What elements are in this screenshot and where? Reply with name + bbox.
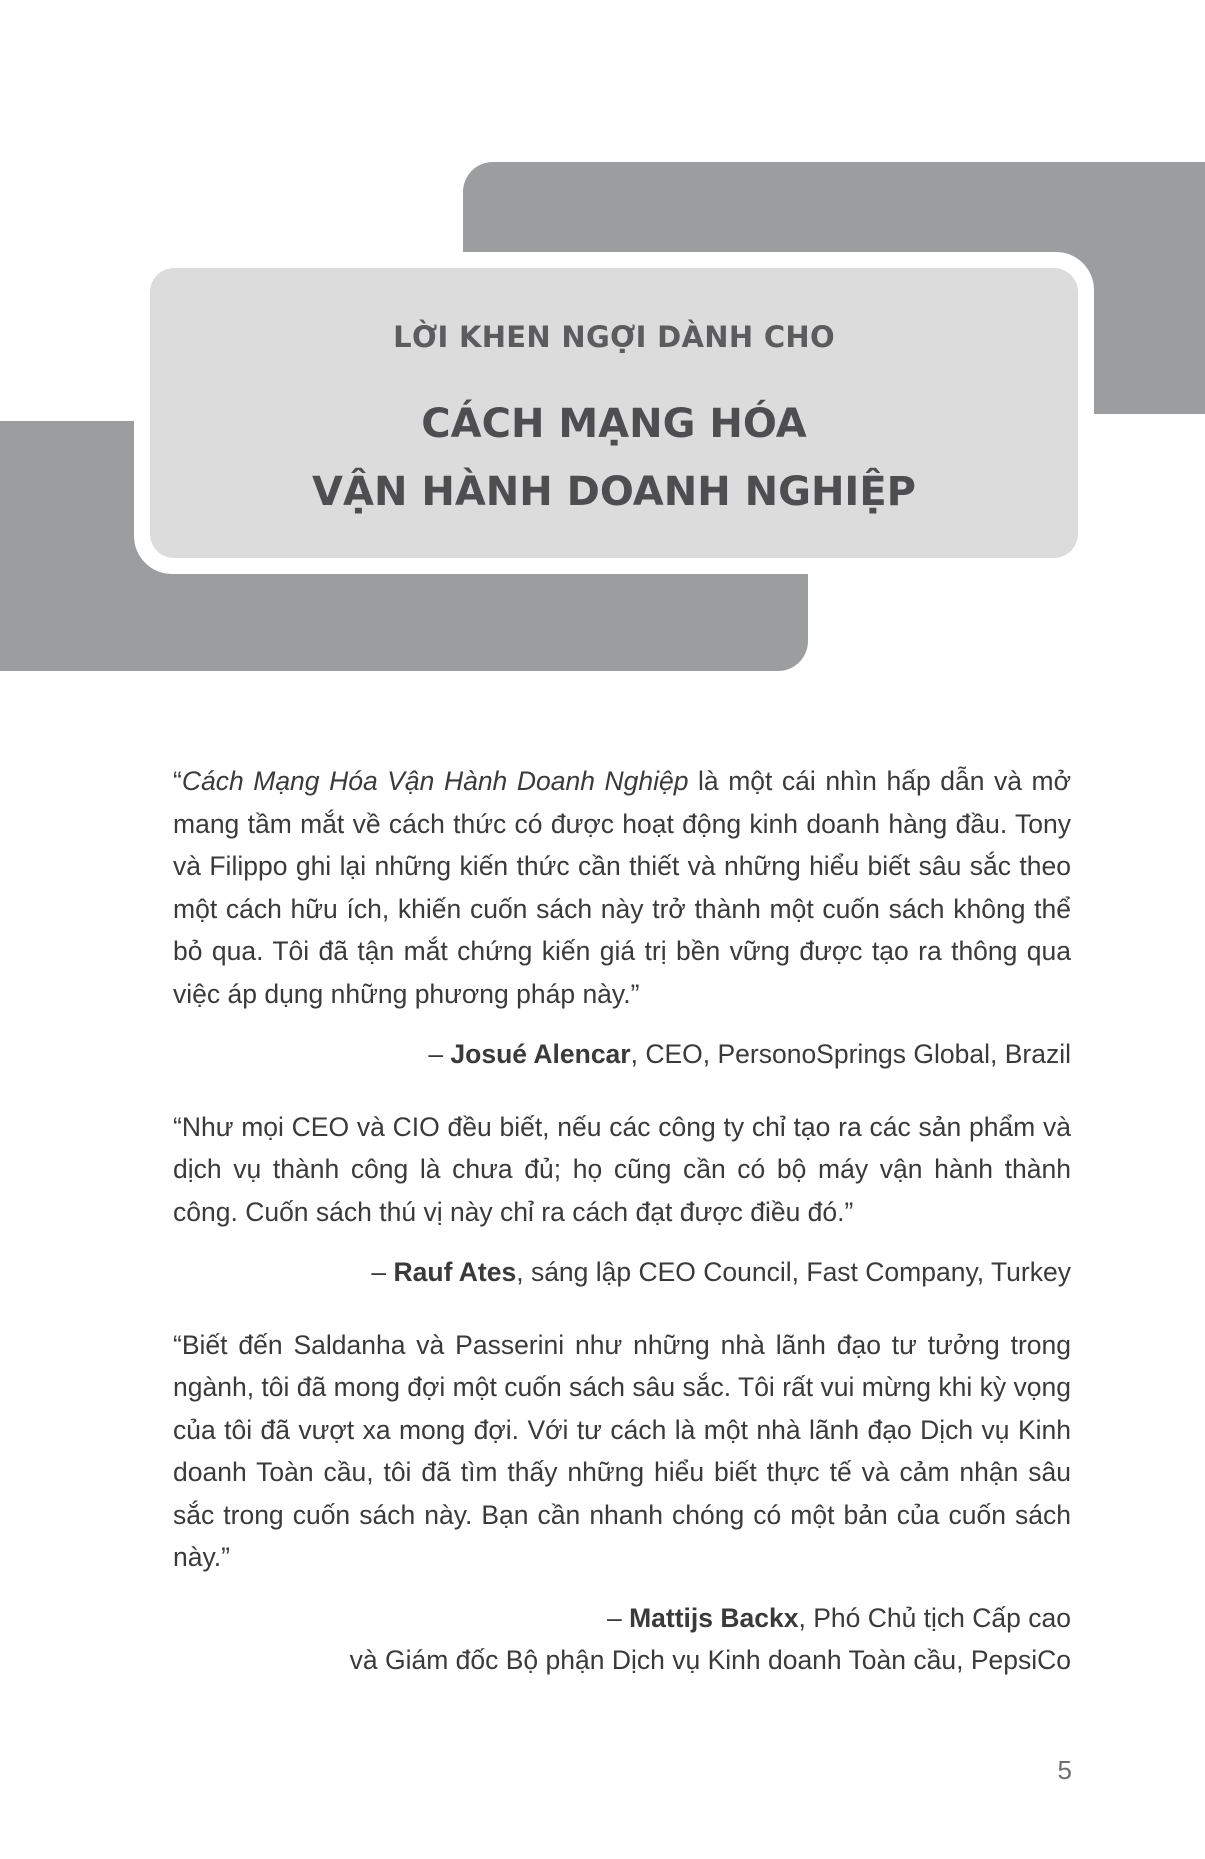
testimonial-2-role: , sáng lập CEO Council, Fast Company, Turkey xyxy=(516,1257,1071,1287)
book-title xyxy=(150,390,1078,526)
testimonial-1-quote xyxy=(173,760,1071,1015)
attribution-dash: – xyxy=(371,1257,394,1287)
title-card-inner xyxy=(150,268,1078,558)
testimonial-1-attribution xyxy=(173,1033,1071,1076)
testimonial-3-role-line-2: và Giám đốc Bộ phận Dịch vụ Kinh doanh Toàn cầu, PepsiCo xyxy=(349,1645,1071,1675)
testimonial-2 xyxy=(173,1106,1071,1294)
testimonial-3-author: Mattijs Backx xyxy=(629,1602,799,1633)
attribution-dash: – xyxy=(606,1602,630,1633)
book-title-line-1: CÁCH MẠNG HÓA xyxy=(421,401,807,447)
testimonial-2-attribution xyxy=(173,1251,1071,1294)
testimonial-2-author: Rauf Ates xyxy=(393,1257,517,1287)
page-number: 5 xyxy=(1057,1755,1072,1785)
testimonial-1-body: là một cái nhìn hấp dẫn và mở mang tầm mắt về cách thức có được hoạt động kinh doanh hàng đầu. Tony và Filippo ghi lại những kiến thức cần thiết và những hiểu biết sâu sắc theo một cách hữu ích, khiến cuốn sách này trở thành một cuốn sách không thể bỏ qua. Tôi đã tận mắt chứng kiến giá trị bền vững được tạo ra thông qua việc áp dụng những phương pháp này.” xyxy=(173,766,1071,1009)
title-card xyxy=(134,252,1094,574)
testimonial-1-role: , CEO, PersonoSprings Global, Brazil xyxy=(630,1039,1071,1069)
testimonial-1 xyxy=(173,760,1071,1076)
testimonials xyxy=(173,760,1071,1682)
book-title-italic: Cách Mạng Hóa Vận Hành Doanh Nghiệp xyxy=(181,766,689,796)
attribution-dash: – xyxy=(428,1039,451,1069)
testimonial-1-author: Josué Alencar xyxy=(450,1039,631,1069)
testimonial-3-role: , Phó Chủ tịch Cấp cao xyxy=(798,1602,1071,1633)
testimonial-3-quote: “Biết đến Saldanha và Passerini như những nhà lãnh đạo tư tưởng trong ngành, tôi đã mong đợi một cuốn sách sâu sắc. Tôi rất vui mừng khi kỳ vọng của tôi đã vượt xa mong đợi. Với tư cách là một nhà lãnh đạo Dịch vụ Kinh doanh Toàn cầu, tôi đã tìm thấy những hiểu biết thực tế và cảm nhận sâu sắc trong cuốn sách này. Bạn cần nhanh chóng có một bản của cuốn sách này.” xyxy=(173,1329,1071,1572)
testimonial-2-quote: “Như mọi CEO và CIO đều biết, nếu các công ty chỉ tạo ra các sản phẩm và dịch vụ thành công là chưa đủ; họ cũng cần có bộ máy vận hành thành công. Cuốn sách thú vị này chỉ ra cách đạt được điều đó.” xyxy=(173,1111,1071,1227)
title-kicker: LỜI KHEN NGỢI DÀNH CHO xyxy=(393,320,835,354)
open-quote-mark: “ xyxy=(173,766,182,796)
testimonial-3-attribution xyxy=(173,1597,1071,1682)
testimonial-3 xyxy=(173,1324,1071,1682)
book-title-line-2: VẬN HÀNH DOANH NGHIỆP xyxy=(312,469,916,515)
